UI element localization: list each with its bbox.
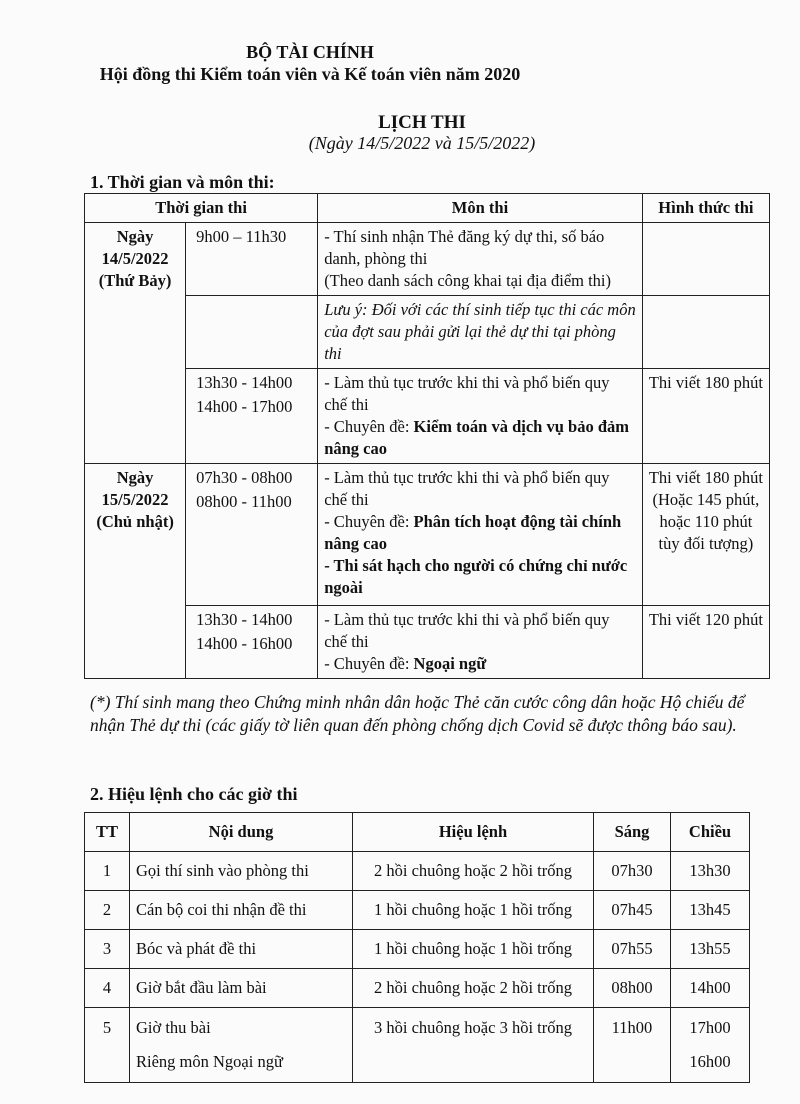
table-row bbox=[85, 852, 750, 891]
day1-r3-subject bbox=[318, 369, 643, 464]
day2-r2-time2: 14h00 - 16h00 bbox=[196, 634, 293, 653]
day2-cell bbox=[85, 464, 186, 679]
row-afternoon: 14h00 bbox=[671, 969, 750, 1008]
day1-r2-note bbox=[318, 296, 643, 369]
day1-r1-subject-line1: - Thí sinh nhận Thẻ đăng ký dự thi, số báo danh, phòng thi bbox=[324, 227, 605, 268]
table-row bbox=[85, 930, 750, 969]
council-name: Hội đồng thi Kiểm toán viên và Kế toán viên năm 2020 bbox=[99, 64, 521, 84]
row-afternoon: 13h45 bbox=[671, 891, 750, 930]
table-row bbox=[85, 891, 750, 930]
row-afternoon-line1: 17h00 bbox=[689, 1018, 731, 1037]
day2-r2-time1: 13h30 - 14h00 bbox=[196, 610, 293, 629]
row-signal: 2 hồi chuông hoặc 2 hồi trống bbox=[353, 852, 594, 891]
day1-r3-time1: 13h30 - 14h00 bbox=[196, 373, 293, 392]
topic-name: - Thi sát hạch cho người có chứng chỉ nước ngoài bbox=[324, 556, 628, 597]
col-header-tt: TT bbox=[85, 813, 130, 852]
table-row bbox=[85, 296, 770, 369]
row-signal: 1 hồi chuông hoặc 1 hồi trống bbox=[353, 891, 594, 930]
day2-r2-time bbox=[186, 606, 318, 679]
day2-r1-form2: (Hoặc 145 phút, hoặc 110 phút tùy đối tượng) bbox=[652, 490, 760, 553]
table-row bbox=[85, 969, 750, 1008]
row-content-line1: Giờ thu bài bbox=[136, 1018, 211, 1037]
col-header-content: Nội dung bbox=[130, 813, 353, 852]
col-header-morning: Sáng bbox=[594, 813, 671, 852]
row-tt: 1 bbox=[85, 852, 130, 891]
col-header-subject: Môn thi bbox=[318, 194, 643, 223]
row-tt: 2 bbox=[85, 891, 130, 930]
row-afternoon-line2: 16h00 bbox=[689, 1052, 731, 1071]
day1-r1-time: 9h00 – 11h30 bbox=[186, 223, 318, 296]
col-header-time: Thời gian thi bbox=[85, 194, 318, 223]
day2-date: 15/5/2022 bbox=[101, 490, 169, 509]
row-morning: 07h30 bbox=[594, 852, 671, 891]
topic-name: Kiểm toán và dịch vụ bảo đảm nâng cao bbox=[324, 417, 629, 458]
day1-weekday: (Thứ Bảy) bbox=[98, 271, 172, 290]
row-content-line2: Riêng môn Ngoại ngữ bbox=[136, 1052, 283, 1071]
footnote: (*) Thí sinh mang theo Chứng minh nhân dân hoặc Thẻ căn cước công dân hoặc Hộ chiếu để nhận Thẻ dự thi (các giấy tờ liên quan đến phòng chống dịch Covid sẽ được thông báo sau). bbox=[90, 692, 745, 735]
signal-table bbox=[84, 812, 750, 1083]
row-content: Giờ bắt đầu làm bài bbox=[130, 969, 353, 1008]
day1-label: Ngày bbox=[116, 227, 154, 246]
note-text: Đối với các thí sinh tiếp tục thi các môn của đợt sau phải gửi lại thẻ dự thi tại phòng thi bbox=[324, 300, 636, 363]
day1-date: 14/5/2022 bbox=[101, 249, 169, 268]
day2-r1-form1: Thi viết 180 phút bbox=[648, 468, 763, 487]
row-afternoon: 13h30 bbox=[671, 852, 750, 891]
day1-r1-form bbox=[642, 223, 769, 296]
table-row bbox=[85, 369, 770, 464]
row-morning: 11h00 bbox=[594, 1008, 671, 1083]
day2-label: Ngày bbox=[116, 468, 154, 487]
day1-r2-form bbox=[642, 296, 769, 369]
day2-r1-subject-line2 bbox=[324, 511, 636, 555]
day2-r2-subject bbox=[318, 606, 643, 679]
day1-r1-subject bbox=[318, 223, 643, 296]
day1-r3-time bbox=[186, 369, 318, 464]
day2-r1-time1: 07h30 - 08h00 bbox=[196, 468, 293, 487]
day1-r3-form: Thi viết 180 phút bbox=[642, 369, 769, 464]
day2-weekday: (Chủ nhật) bbox=[96, 512, 174, 531]
topic-prefix: - Chuyên đề: bbox=[324, 417, 410, 436]
day1-cell bbox=[85, 223, 186, 464]
row-afternoon: 13h55 bbox=[671, 930, 750, 969]
row-signal: 3 hồi chuông hoặc 3 hồi trống bbox=[353, 1008, 594, 1083]
topic-prefix: - Chuyên đề: bbox=[324, 654, 410, 673]
day2-r2-subject-line2 bbox=[324, 653, 636, 675]
page-subtitle: (Ngày 14/5/2022 và 15/5/2022) bbox=[308, 133, 536, 153]
day2-r1-time2: 08h00 - 11h00 bbox=[196, 492, 292, 511]
row-content: Bóc và phát đề thi bbox=[130, 930, 353, 969]
table-row bbox=[85, 464, 770, 606]
row-afternoon bbox=[671, 1008, 750, 1083]
table-row bbox=[85, 223, 770, 296]
page-title: LỊCH THI bbox=[378, 112, 466, 133]
day1-r3-subject-line2 bbox=[324, 416, 636, 460]
day2-r1-subject-line1: - Làm thủ tục trước khi thi và phổ biến quy chế thi bbox=[324, 468, 610, 509]
day2-r2-subject-line1: - Làm thủ tục trước khi thi và phổ biến quy chế thi bbox=[324, 610, 610, 651]
note-label: Lưu ý: bbox=[324, 300, 368, 319]
row-content bbox=[130, 1008, 353, 1083]
day1-r1-subject-line2: (Theo danh sách công khai tại địa điểm thi) bbox=[324, 271, 612, 290]
topic-name: Phân tích hoạt động tài chính nâng cao bbox=[324, 512, 622, 553]
exam-schedule-table bbox=[84, 193, 770, 679]
col-header-signal: Hiệu lệnh bbox=[353, 813, 594, 852]
row-content: Cán bộ coi thi nhận đề thi bbox=[130, 891, 353, 930]
section-1-heading: 1. Thời gian và môn thi: bbox=[90, 172, 275, 192]
table-header-row bbox=[85, 194, 770, 223]
day2-r1-subject-line3 bbox=[324, 555, 636, 599]
day1-r3-time2: 14h00 - 17h00 bbox=[196, 397, 293, 416]
table-header-row bbox=[85, 813, 750, 852]
topic-name: Ngoại ngữ bbox=[413, 654, 487, 673]
day2-r1-form bbox=[642, 464, 769, 606]
topic-prefix: - Chuyên đề: bbox=[324, 512, 410, 531]
day1-r3-subject-line1: - Làm thủ tục trước khi thi và phổ biến quy chế thi bbox=[324, 373, 610, 414]
row-morning: 07h55 bbox=[594, 930, 671, 969]
row-morning: 08h00 bbox=[594, 969, 671, 1008]
row-content: Gọi thí sinh vào phòng thi bbox=[130, 852, 353, 891]
day2-r1-time bbox=[186, 464, 318, 606]
row-tt: 4 bbox=[85, 969, 130, 1008]
row-signal: 1 hồi chuông hoặc 1 hồi trống bbox=[353, 930, 594, 969]
row-signal: 2 hồi chuông hoặc 2 hồi trống bbox=[353, 969, 594, 1008]
table-row bbox=[85, 1008, 750, 1083]
col-header-afternoon: Chiều bbox=[671, 813, 750, 852]
row-tt: 3 bbox=[85, 930, 130, 969]
day2-r2-form: Thi viết 120 phút bbox=[642, 606, 769, 679]
table-row bbox=[85, 606, 770, 679]
row-tt: 5 bbox=[85, 1008, 130, 1083]
row-morning: 07h45 bbox=[594, 891, 671, 930]
ministry-name: BỘ TÀI CHÍNH bbox=[246, 42, 374, 62]
col-header-form: Hình thức thi bbox=[642, 194, 769, 223]
day2-r1-subject bbox=[318, 464, 643, 606]
day1-r2-time bbox=[186, 296, 318, 369]
section-2-heading: 2. Hiệu lệnh cho các giờ thi bbox=[90, 784, 298, 804]
